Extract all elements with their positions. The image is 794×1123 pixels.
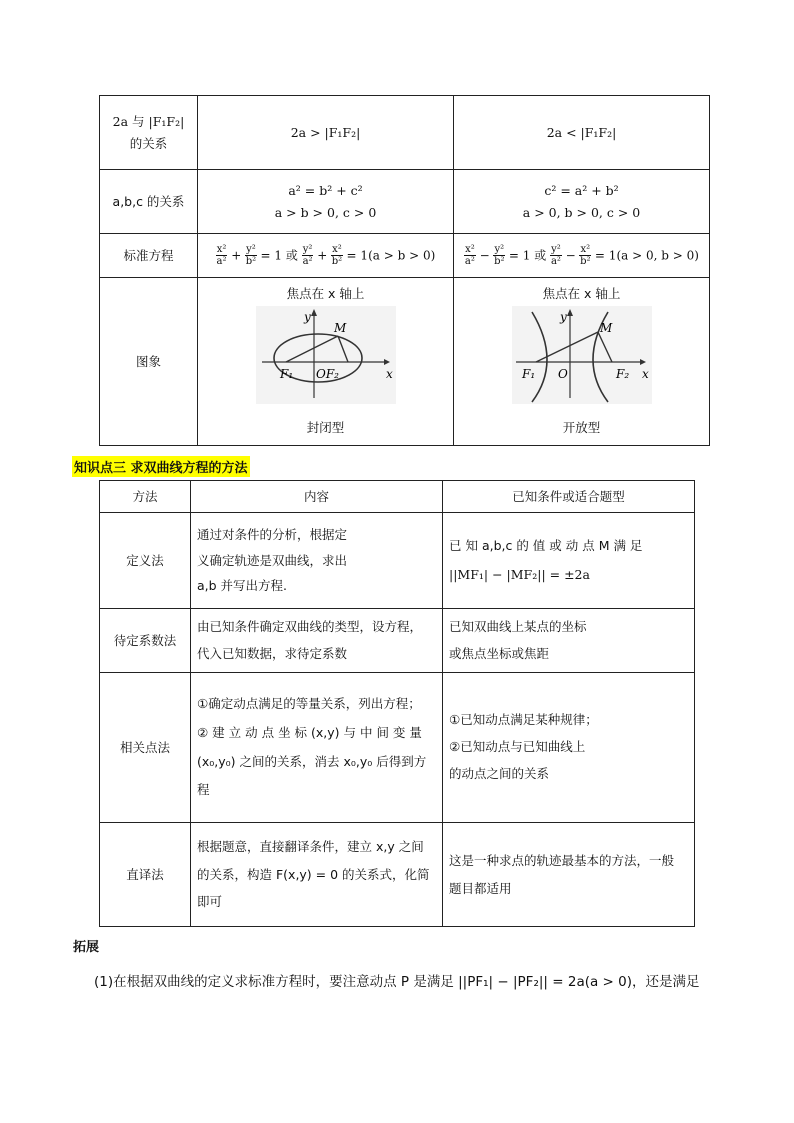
hyperbola-equation-cell: $\frac{\text{x²}}{\text{a²}}$ − $\frac{\text{y²}}{\text{b²}}$ = 1 或 $\frac{\text{y²}}{\text{a²}}$ − $\frac{\text{x²}}{\text{b²}}$ = 1(a > 0, b > 0): [454, 234, 710, 278]
formula-line: a² = b² + c²: [288, 182, 363, 198]
or-word: 或: [534, 248, 547, 262]
condition: (a > 0, b > 0): [616, 248, 699, 262]
origin-label: O: [557, 367, 568, 381]
point-M-label: M: [333, 321, 346, 335]
extension-paragraph: (1)在根据双曲线的定义求标准方程时，要注意动点 P 是满足 ||PF₁| − |PF₂|| = 2a(a > 0)，还是满足: [94, 974, 700, 990]
content-line: 的关系，构造 F(x,y) = 0 的关系式，化简: [197, 866, 430, 882]
condition-cell: [443, 609, 695, 673]
condition-line: 或焦点坐标或焦距: [449, 645, 550, 661]
content-cell: [191, 513, 443, 609]
content-line: a,b 并写出方程.: [197, 578, 288, 594]
content-line: (x₀,y₀) 之间的关系，消去 x₀,y₀ 后得到方: [197, 753, 427, 769]
condition: (a > b > 0): [368, 248, 436, 262]
or-word: 或: [285, 248, 298, 262]
x-axis-label: x: [385, 367, 393, 381]
content-line: 代入已知数据，求待定系数: [197, 645, 348, 661]
comparison-table: [99, 95, 710, 446]
condition-cell: [443, 673, 695, 823]
header-cell: 内容: [191, 481, 443, 513]
ellipse-graph: [256, 306, 396, 404]
condition-line: 已 知 a,b,c 的 值 或 动 点 M 满 足: [449, 537, 643, 553]
method-cell: 相关点法: [100, 673, 191, 823]
hyperbola-cell: 2a < |F₁F₂|: [454, 96, 710, 170]
section-title: 知识点三 求双曲线方程的方法: [72, 456, 250, 477]
row-label: a,b,c 的关系: [100, 170, 198, 234]
condition-cell: [443, 513, 695, 609]
table-row: [100, 673, 695, 823]
table-row: [100, 513, 695, 609]
content-line: ② 建 立 动 点 坐 标 (x,y) 与 中 间 变 量: [197, 724, 422, 740]
focus-F1-label: F₁: [279, 367, 293, 381]
condition-line: ①已知动点满足某种规律；: [449, 712, 598, 728]
focus-F2-label: F₂: [615, 367, 629, 381]
graph-caption: 封闭型: [306, 420, 345, 435]
x-axis-label: x: [641, 367, 649, 381]
condition-line: 这是一种求点的轨迹最基本的方法，一般: [449, 853, 675, 868]
content-line: 即可: [197, 894, 223, 910]
content-line: 程: [197, 782, 210, 798]
formula-line: c² = a² + b²: [544, 182, 619, 198]
method-cell: 待定系数法: [100, 609, 191, 673]
y-axis-label: y: [559, 310, 567, 324]
table-row: [100, 96, 710, 170]
graph-caption: 开放型: [562, 420, 601, 435]
graph-caption: 焦点在 x 轴上: [542, 286, 621, 301]
condition-line: 的动点之间的关系: [449, 765, 550, 781]
header-cell: 方法: [100, 481, 191, 513]
content-cell: [191, 823, 443, 927]
condition-line: ②已知动点与已知曲线上: [449, 739, 586, 755]
table-row: [100, 170, 710, 234]
condition-cell: [443, 823, 695, 927]
condition-line: 已知双曲线上某点的坐标: [449, 619, 587, 635]
condition-line: ||MF₁| − |MF₂|| = ±2a: [449, 566, 590, 582]
table-row: [100, 234, 710, 278]
row-label: 图象: [100, 278, 198, 446]
ellipse-cell: [198, 170, 454, 234]
label-line: 的关系: [129, 135, 168, 151]
point-M-label: M: [599, 321, 612, 335]
row-label: [100, 96, 198, 170]
origin-F2-label: OF₂: [315, 367, 339, 381]
row-label: 标准方程: [100, 234, 198, 278]
hyperbola-cell: [454, 170, 710, 234]
ellipse-equation-cell: $\frac{\text{x²}}{\text{a²}}$ + $\frac{\text{y²}}{\text{b²}}$ = 1 或 $\frac{\text{y²}}{\text{a²}}$ + $\frac{\text{x²}}{\text{b²}}$ = 1(a > b > 0): [198, 234, 454, 278]
content-line: 根据题意，直接翻译条件，建立 x,y 之间: [197, 839, 424, 855]
focus-F1-label: F₁: [521, 367, 535, 381]
content-line: ①确定动点满足的等量关系，列出方程；: [197, 696, 421, 711]
ellipse-cell: 2a > |F₁F₂|: [198, 96, 454, 170]
method-cell: 定义法: [100, 513, 191, 609]
formula-line: a > 0, b > 0, c > 0: [522, 204, 641, 220]
methods-table: [99, 480, 695, 927]
hyperbola-graph-cell: [454, 278, 710, 446]
label-line: 2a 与 |F₁F₂|: [112, 113, 185, 129]
content-line: 义确定轨迹是双曲线，求出: [197, 552, 348, 568]
hyperbola-graph: [512, 306, 652, 404]
graph-caption: 焦点在 x 轴上: [286, 286, 365, 301]
table-header-row: [100, 481, 695, 513]
method-cell: 直译法: [100, 823, 191, 927]
content-cell: [191, 609, 443, 673]
formula-line: a > b > 0, c > 0: [274, 204, 377, 220]
condition-line: 题目都适用: [449, 880, 512, 896]
table-row: [100, 823, 695, 927]
header-cell: 已知条件或适合题型: [443, 481, 695, 513]
table-row: [100, 609, 695, 673]
content-cell: [191, 673, 443, 823]
y-axis-label: y: [303, 310, 311, 324]
content-line: 通过对条件的分析，根据定: [197, 527, 348, 543]
table-row: [100, 278, 710, 446]
content-line: 由已知条件确定双曲线的类型，设方程，: [197, 619, 423, 635]
ellipse-graph-cell: [198, 278, 454, 446]
extension-title: 拓展: [73, 940, 100, 955]
